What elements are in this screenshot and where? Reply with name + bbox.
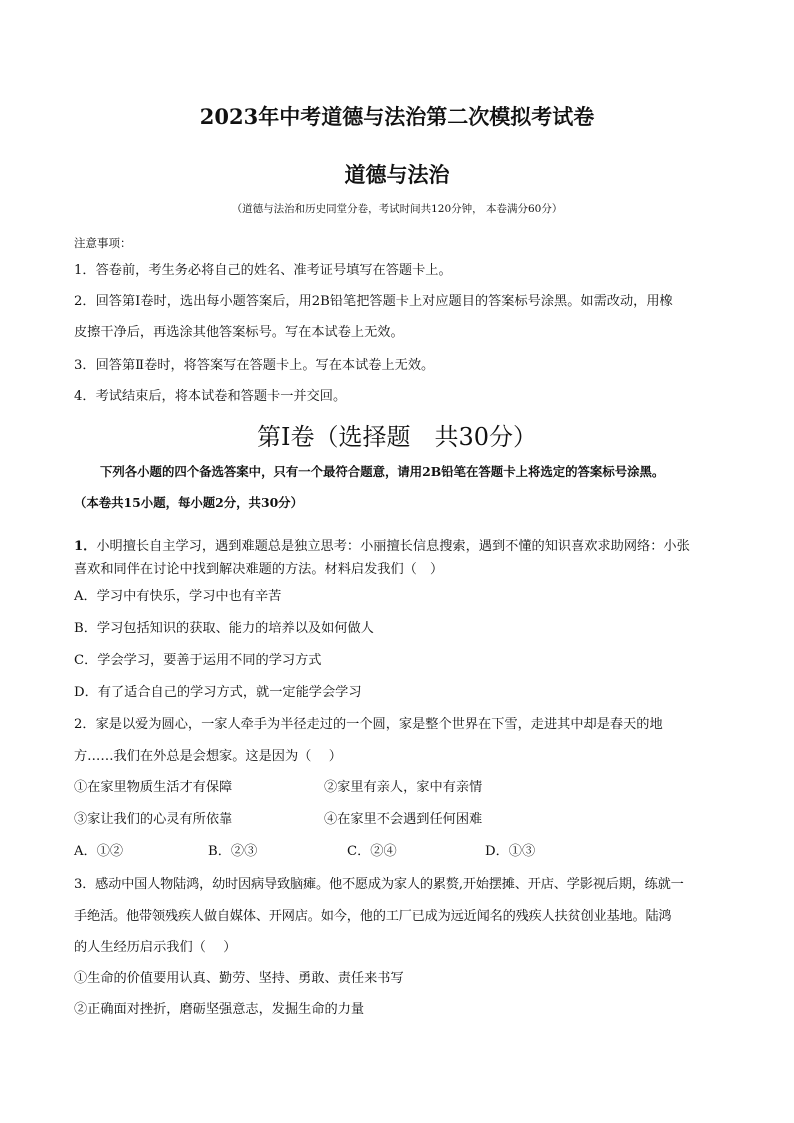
q2-stem-line-2: 方……我们在外总是会想家。这是因为（ ） [74,749,342,764]
part1-title: 第Ⅰ卷（选择题 共30分） [256,423,538,451]
notice-heading: 注意事项： [74,236,132,250]
q2-option-c: C．②④ [347,844,397,859]
q3-statement-2: ②正确面对挫折，磨砺坚强意志，发掘生命的力量 [74,1002,365,1017]
q2-statement-4: ④在家里不会遇到任何困难 [324,812,483,827]
q2-choices [0,843,794,863]
notice-line-2: 2．回答第Ⅰ卷时，选出每小题答案后，用2B铅笔把答题卡上对应题目的答案标号涂黑。如需改动，用橡 [74,294,673,309]
q3-stem-line-1: 3．感动中国人物陆鸿，幼时因病导致脑瘫。他不愿成为家人的累赘,开始摆摊、开店、学影视后期，练就一 [74,877,684,892]
part1-instructions: 下列各小题的四个备选答案中，只有一个最符合题意，请用2B铅笔在答题卡上将选定的答案标号涂黑。 [100,464,665,479]
q1-stem-line-2: 喜欢和同伴在讨论中找到解决难题的方法。材料启发我们（ ） [74,562,444,577]
q1-stem-text: 小明擅长自主学习，遇到难题总是独立思考：小丽擅长信息搜索，遇到不懂的知识喜欢求助网络：小张 [96,539,690,554]
q3-stem-line-2: 手绝活。他带领残疾人做自媒体、开网店。如今，他的工厂已成为远近闻名的残疾人扶贫创业基地。陆鸿 [74,909,672,924]
part1-count: （本卷共15小题，每小题2分，共30分） [74,495,303,510]
q2-option-a: A．①② [74,844,124,859]
notice-line-1: 1．答卷前，考生务必将自己的姓名、准考证号填写在答题卡上。 [74,263,452,278]
notice-line-4: 4．考试结束后，将本试卷和答题卡一并交回。 [74,389,347,404]
q2-option-d: D．①③ [485,844,536,859]
q1-option-a: A．学习中有快乐，学习中也有辛苦 [74,589,282,604]
q2-stem-line-1: 2．家是以爱为圆心，一家人牵手为半径走过的一个圆，家是整个世界在下雪，走进其中却是春天的地 [74,717,663,732]
notice-line-2-cont: 皮擦干净后，再选涂其他答案标号。写在本试卷上无效。 [74,325,404,340]
notice-line-3: 3．回答第Ⅱ卷时，将答案写在答题卡上。写在本试卷上无效。 [74,358,435,373]
q1-option-c: C．学会学习，要善于运用不同的学习方式 [74,653,322,668]
q2-statement-1: ①在家里物质生活才有保障 [74,780,233,795]
q3-stem-line-3: 的人生经历启示我们（ ） [74,940,237,955]
exam-time-note: （道德与法治和历史同堂分卷，考试时间共120分钟， 本卷满分60分） [231,203,563,215]
q1-stem-line-1 [74,538,690,556]
q1-number: 1． [74,539,97,554]
q1-option-d: D．有了适合自己的学习方式，就一定能学会学习 [74,685,362,700]
q2-option-b: B．②③ [208,844,258,859]
exam-title: 2023年中考道德与法治第二次模拟考试卷 [199,104,595,129]
q3-statement-1: ①生命的价值要用认真、勤劳、坚持、勇敢、责任来书写 [74,971,404,986]
q1-option-b: B．学习包括知识的获取、能力的培养以及如何做人 [74,621,374,636]
q2-statement-2: ②家里有亲人，家中有亲情 [324,780,483,795]
subject-title: 道德与法治 [344,162,450,187]
q2-statement-3: ③家让我们的心灵有所依靠 [74,812,233,827]
